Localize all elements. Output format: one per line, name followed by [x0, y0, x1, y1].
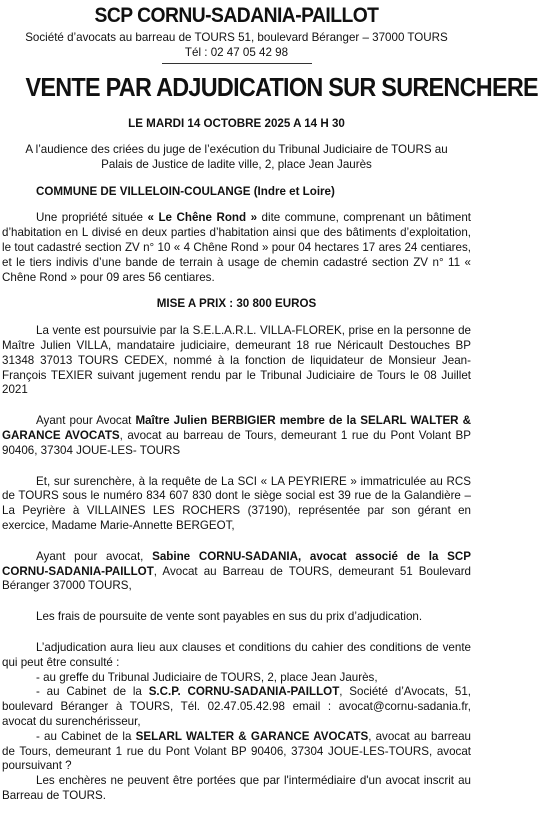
- conditions-intro: L’adjudication aura lieu aux clauses et conditions du cahier des conditions de vente qui peut être consulté :: [2, 640, 471, 669]
- list-item3-suffix: , avocat au barreau de Tours, demeurant 1 rue du Pont Volant BP 90406, 37304 JOUE-LES-TOURS, avocat poursuivant ?: [2, 729, 472, 773]
- list-item-cabinet-scp: [2, 685, 471, 729]
- frais-paragraph: Les frais de poursuite de vente sont payables en sus du prix d’adjudication.: [36, 610, 423, 624]
- property-paragraph: [2, 211, 471, 285]
- avocat-surencherisseur-paragraph: [2, 550, 471, 594]
- audience-paragraph: A l’audience des criées du juge de l’exécution du Tribunal Judiciaire de TOURS au Palais de Justice de ladite ville, 2, place Jean Jaurès: [25, 143, 448, 171]
- list-item-cabinet-selarl: [2, 730, 471, 774]
- mise-a-prix: MISE A PRIX : 30 800 EUROS: [156, 297, 317, 311]
- avocat1-prefix: Ayant pour Avocat: [36, 414, 136, 428]
- sale-date: LE MARDI 14 OCTOBRE 2025 A 14 H 30: [128, 117, 345, 130]
- legal-notice-page: [0, 4, 538, 827]
- surenchere-paragraph: Et, sur surenchère, à la requête de La SCI « LA PEYRIERE » immatriculée au RCS de TOURS sous le numéro 834 607 830 dont le siège social est 39 rue de la Galandière – La Peyrière à VILLAINES LES ROCHERS (37190), représentée par son gérant en exercice, Madame Marie-Annette BERGEOT,: [2, 474, 471, 532]
- list-item2-prefix: - au Cabinet de la: [36, 685, 149, 699]
- list-item2-name: S.C.P. CORNU-SADANIA-PAILLOT: [148, 685, 340, 699]
- firm-name: SCP CORNU-SADANIA-PAILLOT: [94, 4, 379, 27]
- firm-phone: Tél : 02 47 05 42 98: [184, 46, 289, 59]
- notice-title: VENTE PAR ADJUDICATION SUR SURENCHERE: [25, 72, 538, 102]
- avocat2-suffix: , Avocat au Barreau de TOURS, demeurant 51 Boulevard Béranger 37000 TOURS,: [2, 564, 471, 593]
- property-text-1: Une propriété située: [36, 211, 148, 225]
- poursuivie-paragraph: La vente est poursuivie par la S.E.L.A.R.L. VILLA-FLOREK, prise en la personne de Maître Julien VILLA, mandataire judiciaire, demeurant 18 rue Néricault Destouches BP 31348 37013 TOURS CEDEX, nommé à la fonction de liquidateur de Monsieur Jean-François TEXIER suivant jugement rendu par le Tribunal Judiciaire de Tours le 08 Juillet 2021: [2, 324, 471, 397]
- list-item3-prefix: - au Cabinet de la: [36, 729, 136, 743]
- encheres-paragraph: Les enchères ne peuvent être portées que par l'intermédiaire d'un avocat inscrit au Barreau de TOURS.: [2, 774, 471, 802]
- avocat1-suffix: , avocat au barreau de Tours, demeurant 1 rue du Pont Volant BP 90406, 37304 JOUE-LES- TOURS: [2, 428, 471, 457]
- avocat2-prefix: Ayant pour avocat,: [36, 549, 153, 563]
- list-item2-suffix: , Société d’Avocats, 51, boulevard Béranger à TOURS, Tél. 02.47.05.42.98 email : avocat@cornu-sadania.fr, avocat du surenchérisseur,: [2, 685, 471, 728]
- avocat-poursuivant-paragraph: [2, 414, 471, 458]
- avocat1-name: Maître Julien BERBIGIER membre de la SELARL WALTER & GARANCE AVOCATS: [2, 414, 471, 442]
- avocat2-name: Sabine CORNU-SADANIA, avocat associé de la SCP CORNU-SADANIA-PAILLOT: [2, 549, 472, 578]
- firm-address: Société d’avocats au barreau de TOURS 51, boulevard Béranger – 37000 TOURS: [25, 31, 448, 44]
- commune-heading: COMMUNE DE VILLELOIN-COULANGE (Indre et Loire): [36, 184, 335, 198]
- header-divider: [162, 63, 312, 64]
- list-item-greffe: - au greffe du Tribunal Judiciaire de TOURS, 2, place Jean Jaurès,: [36, 670, 378, 684]
- list-item3-name: SELARL WALTER & GARANCE AVOCATS: [135, 729, 369, 743]
- property-text-2: dite commune, comprenant un bâtiment d’habitation en L divisé en deux parties d’habitation ainsi que des bâtiments d’exploitation, le tout cadastré section ZV n° 10 « 4 Chêne Rond » pour 04 hectares 17 ares 24 centiares, et le tiers indivis d’une bande de terrain à usage de chemin cadastré section ZV n° 11 « Chêne Rond » pour 09 ares 56 centiares.: [2, 211, 471, 284]
- property-name: « Le Chêne Rond »: [147, 211, 258, 225]
